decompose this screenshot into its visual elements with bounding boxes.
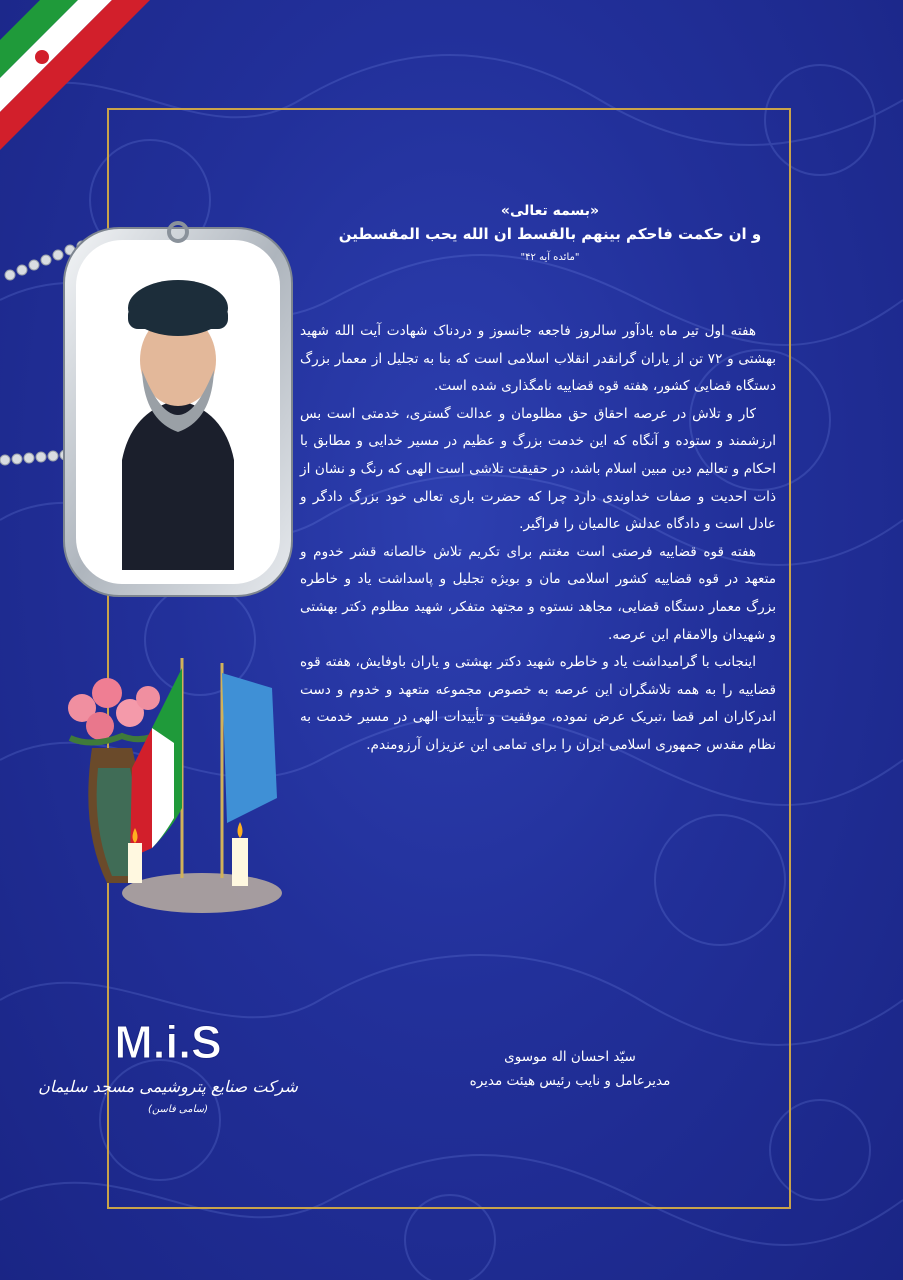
company-logo (38, 1010, 298, 1130)
signature (420, 1045, 720, 1093)
basmala-line: «بسمه تعالی» (500, 203, 600, 219)
svg-text:شرکت صنایع پتروشیمی مسجد سلیما: شرکت صنایع پتروشیمی مسجد سلیمان (38, 1077, 298, 1096)
paragraph: اینجانب با گرامیداشت یاد و خاطره شهید دکتر بهشتی و یاران باوفایش، هفته قوه قضاییه را به همه تلاشگران این عرصه به خصوص مجموعه متعهد و خدوم و دست اندرکاران امر قضا ،تبریک عرض نموده، موفقیت و تأییدات الهی در مسیر خدمت به نظام مقدس جمهوری اسلامی ایران را برای تمامی این عزیزان آرزومندم. (300, 654, 776, 753)
dog-tag-portrait (62, 210, 294, 598)
paragraph: کار و تلاش در عرصه احقاق حق مظلومان و عدالت گستری، خدمتی است بس ارزشمند و ستوده و آنگاه که این خدمت بزرگ و عظیم در مسیر خدایی و مطابق با احکام و تعالیم دین مبین اسلام باشد، در حقیقت تلاشی است الهی که رنگ و نشان از ذات احدیت و صفات خداوندی دارد چرا که حضرت باری تعالی خود بزرگ دادگر و عادل است و دادگاه عدلش عالمیان را فراگیر. (300, 405, 776, 533)
header (320, 200, 780, 266)
signer-name: سیّد احسان اله موسوی (504, 1049, 636, 1065)
still-life-illustration (52, 648, 284, 918)
paragraph: هفته اول تیر ماه یادآور سالروز فاجعه جانسوز و دردناک شهادت آیت الله شهید بهشتی و ۷۲ تن از یاران گرانقدر انقلاب اسلامی است که بنا به تجلیل از معمار بزرگ دستگاه قضایی کشور، هفته قوه قضاییه نامگذاری شده است. (300, 323, 776, 395)
svg-text:M.i.S: M.i.S (114, 1016, 222, 1068)
message-body (300, 318, 776, 760)
paragraph: هفته قوه قضاییه فرصتی است مغتنم برای تکریم تلاش خالصانه قشر خدوم و متعهد در قوه قضاییه کشور اسلامی مان و بویژه تجلیل و پاسداشت یاد و خاطره بزرگ معمار دستگاه قضایی، مجاهد نستوه و مجتهد متفکر، شهید مظلوم دکتر بهشتی و شهیدان والامقام این عرصه. (300, 543, 776, 643)
verse-reference: "مائده آیه ۴۲" (520, 252, 580, 263)
iran-flag-ribbon (0, 0, 150, 150)
quran-verse: و ان حکمت فاحکم بینهم بالقسط ان الله یحب المقسطین (338, 225, 762, 243)
signer-title: مدیرعامل و نایب رئیس هیئت مدیره (469, 1073, 671, 1089)
svg-text:(سامی فاسن): (سامی فاسن) (148, 1104, 208, 1115)
